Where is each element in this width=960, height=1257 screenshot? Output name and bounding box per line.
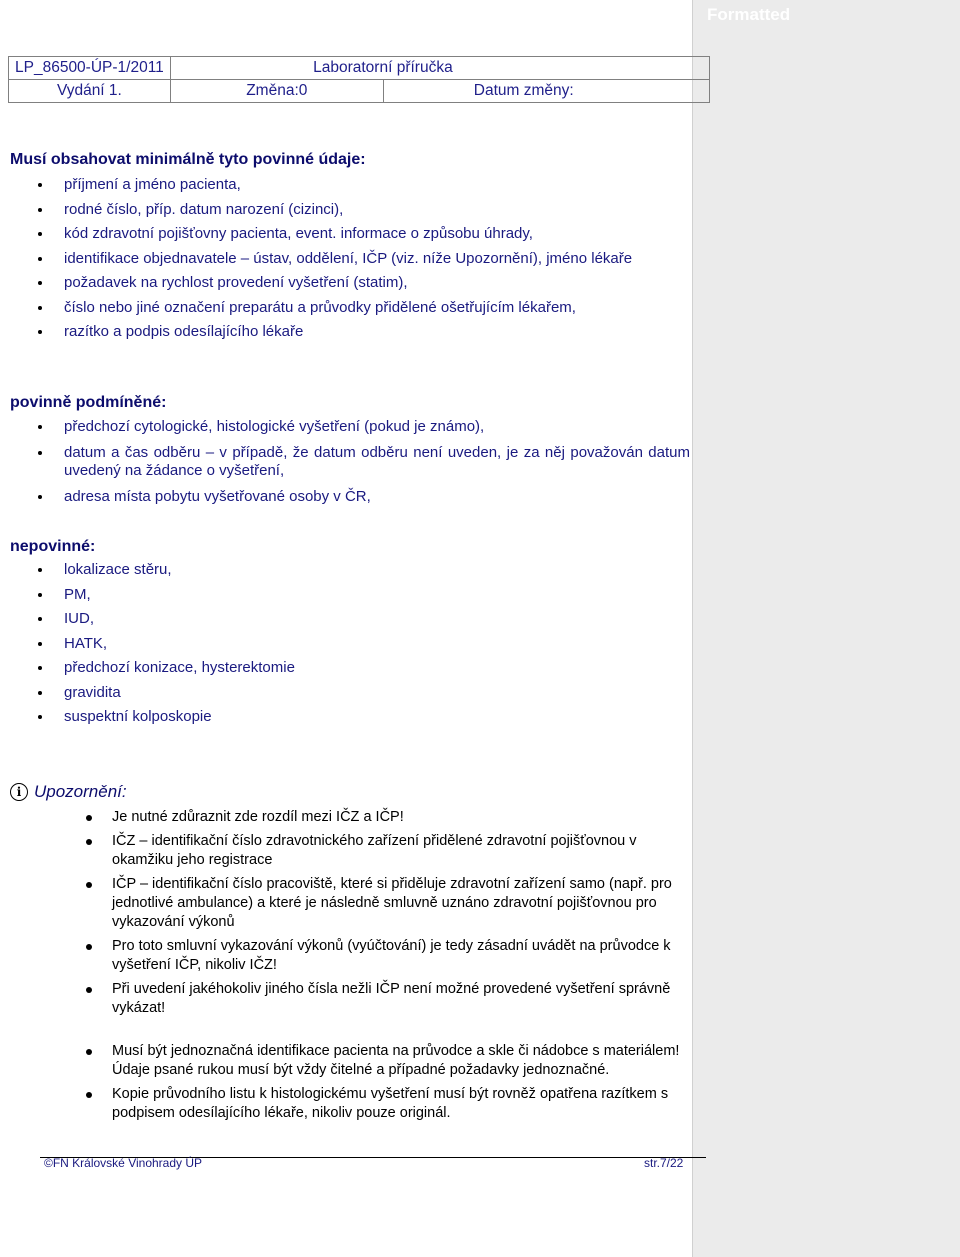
list-item-text: předchozí konizace, hysterektomie [64, 659, 295, 676]
bullet-icon [86, 1049, 92, 1055]
bullet-icon [38, 451, 42, 455]
list-item-text: rodné číslo, příp. datum narození (cizinci), [64, 200, 344, 218]
bullet-icon [38, 281, 42, 285]
list-item-text: razítko a podpis odesílajícího lékaře [64, 323, 304, 340]
list-item [10, 323, 690, 341]
bullet-icon [38, 495, 42, 499]
warning-list-2 [84, 1042, 686, 1128]
list-item-text: PM, [64, 585, 91, 603]
list-item-text: suspektní kolposkopie [64, 708, 212, 725]
change-number: Změna:0 [170, 80, 383, 103]
mandatory-heading: Musí obsahovat minimálně tyto povinné údaje: [10, 151, 366, 168]
list-item [10, 610, 690, 628]
bullet-icon [38, 306, 42, 310]
list-item-text: IČZ – identifikační číslo zdravotnického zařízení přidělené zdravotní pojišťovnou v okamžiku jeho registrace [112, 833, 637, 868]
doc-id: LP_86500-ÚP-1/2011 [9, 57, 171, 80]
footer-page-number: str.7/22 [644, 1156, 684, 1170]
footer-copyright: ©FN Královské Vinohrady ÚP [44, 1156, 203, 1170]
list-item [10, 201, 690, 219]
list-item-text: gravidita [64, 683, 121, 701]
list-item-text: IUD, [64, 610, 94, 627]
list-item [10, 561, 690, 579]
warning-heading-text: Upozornění: [34, 782, 127, 801]
bullet-icon [38, 330, 42, 334]
list-item-text: příjmení a jméno pacienta, [64, 176, 241, 193]
bullet-icon [38, 642, 42, 646]
bullet-icon [86, 815, 92, 821]
bullet-icon [38, 425, 42, 429]
list-item [84, 980, 686, 1018]
doc-title: Laboratorní příručka [170, 57, 709, 80]
info-icon: i [10, 783, 28, 801]
list-item [10, 488, 690, 506]
bullet-icon [38, 593, 42, 597]
list-item [10, 586, 690, 604]
list-item [10, 708, 690, 726]
list-item-text: číslo nebo jiné označení preparátu a průvodky přidělené ošetřujícím lékařem, [64, 298, 576, 316]
list-item [10, 250, 690, 268]
list-item [10, 176, 690, 194]
list-item-text: předchozí cytologické, histologické vyšetření (pokud je známo), [64, 418, 485, 435]
list-item [84, 1085, 686, 1123]
list-item [10, 635, 690, 653]
conditional-heading: povinně podmíněné: [10, 394, 167, 411]
list-item [84, 875, 686, 932]
change-date: Datum změny: [383, 80, 709, 103]
bullet-icon [86, 839, 92, 845]
list-item-text: Při uvedení jakéhokoliv jiného čísla nežli IČP není možné provedené vyšetření správně vykázat! [112, 981, 671, 1016]
optional-heading: nepovinné: [10, 538, 96, 555]
list-item [10, 418, 690, 436]
list-item [10, 684, 690, 702]
warning-heading [10, 782, 127, 802]
comment-pane-title: Formatted [707, 5, 791, 24]
bullet-icon [38, 208, 42, 212]
list-item [10, 225, 690, 243]
bullet-icon [38, 232, 42, 236]
list-item [84, 1042, 686, 1080]
list-item [10, 444, 690, 480]
list-item-text: požadavek na rychlost provedení vyšetření (statim), [64, 274, 408, 291]
list-item-text: datum a čas odběru – v případě, že datum odběru není uveden, je za něj považován datum uvedený na žádance o vyšetření, [64, 444, 690, 479]
bullet-icon [38, 666, 42, 670]
bullet-icon [86, 987, 92, 993]
optional-list [10, 561, 690, 733]
list-item [10, 299, 690, 317]
bullet-icon [38, 183, 42, 187]
list-item [84, 937, 686, 975]
bullet-icon [86, 1092, 92, 1098]
bullet-icon [38, 617, 42, 621]
list-item-text: HATK, [64, 634, 108, 652]
list-item-text: Musí být jednoznačná identifikace pacienta na průvodce a skle či nádobce s materiálem! Údaje psané rukou musí být vždy čitelné a případné požadavky jednoznačné. [112, 1043, 680, 1078]
list-item-text: Pro toto smluvní vykazování výkonů (vyúčtování) je tedy zásadní uvádět na průvodce k vyšetření IČP, nikoliv IČZ! [112, 938, 671, 973]
bullet-icon [38, 568, 42, 572]
bullet-icon [86, 882, 92, 888]
header-table [8, 56, 710, 103]
list-item [84, 808, 686, 827]
bullet-icon [38, 691, 42, 695]
list-item [10, 274, 690, 292]
list-item-text: kód zdravotní pojišťovny pacienta, event. informace o způsobu úhrady, [64, 225, 533, 242]
issue-number: Vydání 1. [9, 80, 171, 103]
bullet-icon [86, 944, 92, 950]
list-item-text: adresa místa pobytu vyšetřované osoby v ČR, [64, 488, 371, 505]
bullet-icon [38, 257, 42, 261]
comment-pane [692, 0, 960, 1257]
list-item-text: IČP – identifikační číslo pracoviště, které si přiděluje zdravotní zařízení samo (např. pro jednotlivé ambulance) a které je následně smluvně uznáno zdravotní pojišťovnou pro vykazování výkonů [112, 876, 672, 930]
conditional-list [10, 418, 690, 514]
list-item [84, 832, 686, 870]
warning-list [84, 808, 686, 1023]
list-item [10, 659, 690, 677]
list-item-text: Kopie průvodního listu k histologickému vyšetření musí být rovněž opatřena razítkem s podpisem odesílajícího lékaře, nikoliv pouze originál. [112, 1086, 669, 1121]
mandatory-list [10, 176, 690, 348]
list-item-text: identifikace objednavatele – ústav, oddělení, IČP (viz. níže Upozornění), jméno lékaře [64, 249, 633, 267]
list-item-text: Je nutné zdůraznit zde rozdíl mezi IČZ a IČP! [112, 809, 404, 825]
bullet-icon [38, 715, 42, 719]
list-item-text: lokalizace stěru, [64, 561, 172, 578]
